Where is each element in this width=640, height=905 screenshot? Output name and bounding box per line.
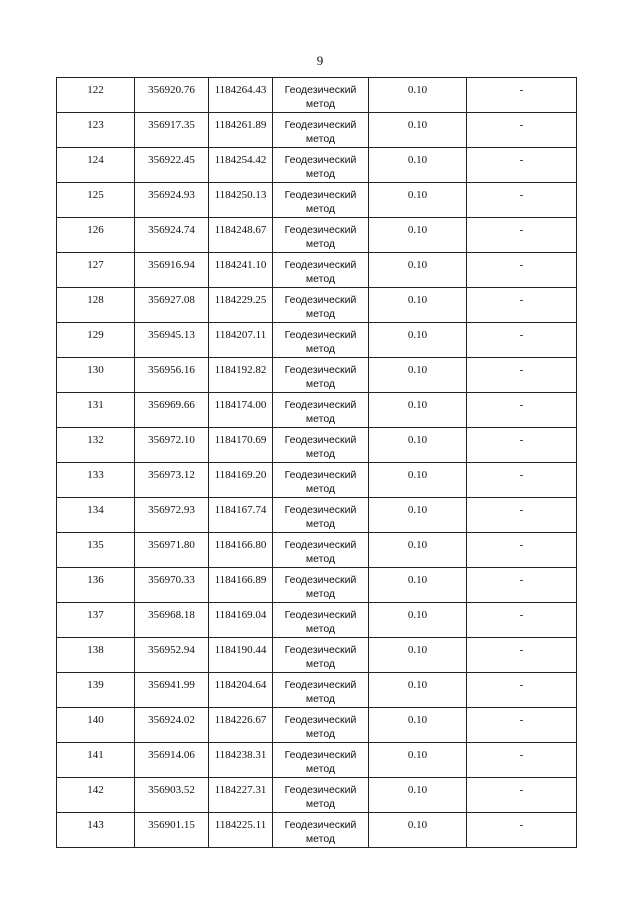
description-cell: - <box>467 323 577 358</box>
method-text-line: Геодезический <box>284 679 357 691</box>
point-number-cell: 130 <box>57 358 135 393</box>
point-number-cell: 140 <box>57 708 135 743</box>
method-text-line: метод <box>305 343 336 355</box>
description-cell: - <box>467 673 577 708</box>
accuracy-cell: 0.10 <box>369 533 467 568</box>
table-row <box>57 778 577 813</box>
method-text-line: Геодезический <box>284 574 357 586</box>
x-coordinate-cell: 356903.52 <box>135 778 209 813</box>
description-cell: - <box>467 428 577 463</box>
description-cell: - <box>467 743 577 778</box>
method-text-line: Геодезический <box>284 819 357 831</box>
point-number-cell: 122 <box>57 78 135 113</box>
accuracy-cell: 0.10 <box>369 673 467 708</box>
method-text-line: метод <box>305 623 336 635</box>
y-coordinate-cell: 1184166.89 <box>209 568 273 603</box>
y-coordinate-cell: 1184192.82 <box>209 358 273 393</box>
accuracy-cell: 0.10 <box>369 498 467 533</box>
method-cell <box>273 148 369 183</box>
y-coordinate-cell: 1184261.89 <box>209 113 273 148</box>
y-coordinate-cell: 1184229.25 <box>209 288 273 323</box>
x-coordinate-cell: 356941.99 <box>135 673 209 708</box>
table-row <box>57 638 577 673</box>
x-coordinate-cell: 356901.15 <box>135 813 209 848</box>
method-cell <box>273 78 369 113</box>
method-cell <box>273 323 369 358</box>
method-cell <box>273 673 369 708</box>
y-coordinate-cell: 1184225.11 <box>209 813 273 848</box>
coordinates-table-body <box>57 78 577 848</box>
x-coordinate-cell: 356972.93 <box>135 498 209 533</box>
x-coordinate-cell: 356922.45 <box>135 148 209 183</box>
point-number-cell: 128 <box>57 288 135 323</box>
method-text-line: Геодезический <box>284 224 357 236</box>
x-coordinate-cell: 356924.02 <box>135 708 209 743</box>
method-text-line: Геодезический <box>284 119 357 131</box>
description-cell: - <box>467 78 577 113</box>
point-number-cell: 132 <box>57 428 135 463</box>
table-row <box>57 358 577 393</box>
accuracy-cell: 0.10 <box>369 813 467 848</box>
accuracy-cell: 0.10 <box>369 428 467 463</box>
description-cell: - <box>467 393 577 428</box>
table-row <box>57 498 577 533</box>
x-coordinate-cell: 356920.76 <box>135 78 209 113</box>
x-coordinate-cell: 356945.13 <box>135 323 209 358</box>
method-text-line: Геодезический <box>284 434 357 446</box>
x-coordinate-cell: 356924.74 <box>135 218 209 253</box>
description-cell: - <box>467 638 577 673</box>
x-coordinate-cell: 356968.18 <box>135 603 209 638</box>
y-coordinate-cell: 1184169.20 <box>209 463 273 498</box>
description-cell: - <box>467 183 577 218</box>
method-text-line: метод <box>305 693 336 705</box>
y-coordinate-cell: 1184241.10 <box>209 253 273 288</box>
method-cell <box>273 708 369 743</box>
method-text-line: Геодезический <box>284 644 357 656</box>
method-text-line: метод <box>305 518 336 530</box>
accuracy-cell: 0.10 <box>369 603 467 638</box>
table-row <box>57 288 577 323</box>
method-cell <box>273 113 369 148</box>
method-text-line: метод <box>305 238 336 250</box>
point-number-cell: 126 <box>57 218 135 253</box>
method-cell <box>273 778 369 813</box>
x-coordinate-cell: 356924.93 <box>135 183 209 218</box>
point-number-cell: 142 <box>57 778 135 813</box>
method-cell <box>273 288 369 323</box>
y-coordinate-cell: 1184207.11 <box>209 323 273 358</box>
accuracy-cell: 0.10 <box>369 778 467 813</box>
method-text-line: Геодезический <box>284 189 357 201</box>
x-coordinate-cell: 356969.66 <box>135 393 209 428</box>
x-coordinate-cell: 356927.08 <box>135 288 209 323</box>
method-text-line: Геодезический <box>284 469 357 481</box>
method-text-line: метод <box>305 308 336 320</box>
accuracy-cell: 0.10 <box>369 708 467 743</box>
table-row <box>57 568 577 603</box>
point-number-cell: 135 <box>57 533 135 568</box>
point-number-cell: 137 <box>57 603 135 638</box>
method-text-line: метод <box>305 378 336 390</box>
table-row <box>57 463 577 498</box>
y-coordinate-cell: 1184174.00 <box>209 393 273 428</box>
table-row <box>57 743 577 778</box>
method-text-line: метод <box>305 448 336 460</box>
description-cell: - <box>467 568 577 603</box>
table-row <box>57 533 577 568</box>
description-cell: - <box>467 113 577 148</box>
method-text-line: Геодезический <box>284 539 357 551</box>
y-coordinate-cell: 1184166.80 <box>209 533 273 568</box>
point-number-cell: 141 <box>57 743 135 778</box>
method-text-line: метод <box>305 658 336 670</box>
point-number-cell: 143 <box>57 813 135 848</box>
y-coordinate-cell: 1184170.69 <box>209 428 273 463</box>
method-text-line: Геодезический <box>284 784 357 796</box>
table-row <box>57 148 577 183</box>
x-coordinate-cell: 356973.12 <box>135 463 209 498</box>
point-number-cell: 124 <box>57 148 135 183</box>
x-coordinate-cell: 356972.10 <box>135 428 209 463</box>
accuracy-cell: 0.10 <box>369 183 467 218</box>
point-number-cell: 136 <box>57 568 135 603</box>
description-cell: - <box>467 533 577 568</box>
y-coordinate-cell: 1184204.64 <box>209 673 273 708</box>
description-cell: - <box>467 708 577 743</box>
description-cell: - <box>467 603 577 638</box>
method-text-line: метод <box>305 273 336 285</box>
method-cell <box>273 183 369 218</box>
method-text-line: метод <box>305 728 336 740</box>
page-number: 9 <box>316 53 324 68</box>
point-number-cell: 129 <box>57 323 135 358</box>
method-cell <box>273 498 369 533</box>
method-cell <box>273 813 369 848</box>
table-row <box>57 393 577 428</box>
table-row <box>57 113 577 148</box>
point-number-cell: 134 <box>57 498 135 533</box>
description-cell: - <box>467 358 577 393</box>
accuracy-cell: 0.10 <box>369 148 467 183</box>
method-text-line: метод <box>305 133 336 145</box>
accuracy-cell: 0.10 <box>369 463 467 498</box>
method-text-line: метод <box>305 798 336 810</box>
table-row <box>57 78 577 113</box>
table-row <box>57 813 577 848</box>
method-text-line: Геодезический <box>284 294 357 306</box>
method-cell <box>273 358 369 393</box>
x-coordinate-cell: 356952.94 <box>135 638 209 673</box>
method-text-line: Геодезический <box>284 504 357 516</box>
accuracy-cell: 0.10 <box>369 323 467 358</box>
x-coordinate-cell: 356956.16 <box>135 358 209 393</box>
method-text-line: метод <box>305 168 336 180</box>
y-coordinate-cell: 1184248.67 <box>209 218 273 253</box>
description-cell: - <box>467 253 577 288</box>
table-row <box>57 673 577 708</box>
method-text-line: Геодезический <box>284 364 357 376</box>
table-row <box>57 183 577 218</box>
method-cell <box>273 533 369 568</box>
method-text-line: метод <box>305 413 336 425</box>
table-row <box>57 708 577 743</box>
point-number-cell: 123 <box>57 113 135 148</box>
description-cell: - <box>467 498 577 533</box>
y-coordinate-cell: 1184167.74 <box>209 498 273 533</box>
method-cell <box>273 743 369 778</box>
x-coordinate-cell: 356914.06 <box>135 743 209 778</box>
method-text-line: Геодезический <box>284 154 357 166</box>
point-number-cell: 133 <box>57 463 135 498</box>
description-cell: - <box>467 463 577 498</box>
description-cell: - <box>467 288 577 323</box>
method-cell <box>273 638 369 673</box>
x-coordinate-cell: 356916.94 <box>135 253 209 288</box>
method-text-line: Геодезический <box>284 609 357 621</box>
point-number-cell: 127 <box>57 253 135 288</box>
method-text-line: Геодезический <box>284 714 357 726</box>
method-text-line: метод <box>305 553 336 565</box>
method-text-line: Геодезический <box>284 329 357 341</box>
accuracy-cell: 0.10 <box>369 113 467 148</box>
table-row <box>57 603 577 638</box>
method-cell <box>273 253 369 288</box>
description-cell: - <box>467 148 577 183</box>
method-text-line: Геодезический <box>284 399 357 411</box>
accuracy-cell: 0.10 <box>369 78 467 113</box>
method-text-line: метод <box>305 483 336 495</box>
method-text-line: метод <box>305 98 336 110</box>
point-number-cell: 139 <box>57 673 135 708</box>
accuracy-cell: 0.10 <box>369 568 467 603</box>
y-coordinate-cell: 1184250.13 <box>209 183 273 218</box>
table-row <box>57 253 577 288</box>
method-cell <box>273 218 369 253</box>
x-coordinate-cell: 356917.35 <box>135 113 209 148</box>
method-text-line: метод <box>305 203 336 215</box>
accuracy-cell: 0.10 <box>369 288 467 323</box>
x-coordinate-cell: 356971.80 <box>135 533 209 568</box>
accuracy-cell: 0.10 <box>369 638 467 673</box>
point-number-cell: 131 <box>57 393 135 428</box>
point-number-cell: 138 <box>57 638 135 673</box>
y-coordinate-cell: 1184226.67 <box>209 708 273 743</box>
x-coordinate-cell: 356970.33 <box>135 568 209 603</box>
method-text-line: метод <box>305 763 336 775</box>
method-cell <box>273 428 369 463</box>
coordinates-table <box>56 77 577 848</box>
method-cell <box>273 393 369 428</box>
method-text-line: Геодезический <box>284 84 357 96</box>
description-cell: - <box>467 813 577 848</box>
y-coordinate-cell: 1184169.04 <box>209 603 273 638</box>
y-coordinate-cell: 1184254.42 <box>209 148 273 183</box>
description-cell: - <box>467 778 577 813</box>
y-coordinate-cell: 1184264.43 <box>209 78 273 113</box>
accuracy-cell: 0.10 <box>369 743 467 778</box>
accuracy-cell: 0.10 <box>369 253 467 288</box>
y-coordinate-cell: 1184227.31 <box>209 778 273 813</box>
method-cell <box>273 603 369 638</box>
table-row <box>57 428 577 463</box>
method-cell <box>273 463 369 498</box>
method-cell <box>273 568 369 603</box>
method-text-line: метод <box>305 833 336 845</box>
table-row <box>57 218 577 253</box>
accuracy-cell: 0.10 <box>369 218 467 253</box>
accuracy-cell: 0.10 <box>369 358 467 393</box>
point-number-cell: 125 <box>57 183 135 218</box>
accuracy-cell: 0.10 <box>369 393 467 428</box>
y-coordinate-cell: 1184238.31 <box>209 743 273 778</box>
method-text-line: Геодезический <box>284 259 357 271</box>
description-cell: - <box>467 218 577 253</box>
y-coordinate-cell: 1184190.44 <box>209 638 273 673</box>
method-text-line: Геодезический <box>284 749 357 761</box>
table-row <box>57 323 577 358</box>
method-text-line: метод <box>305 588 336 600</box>
